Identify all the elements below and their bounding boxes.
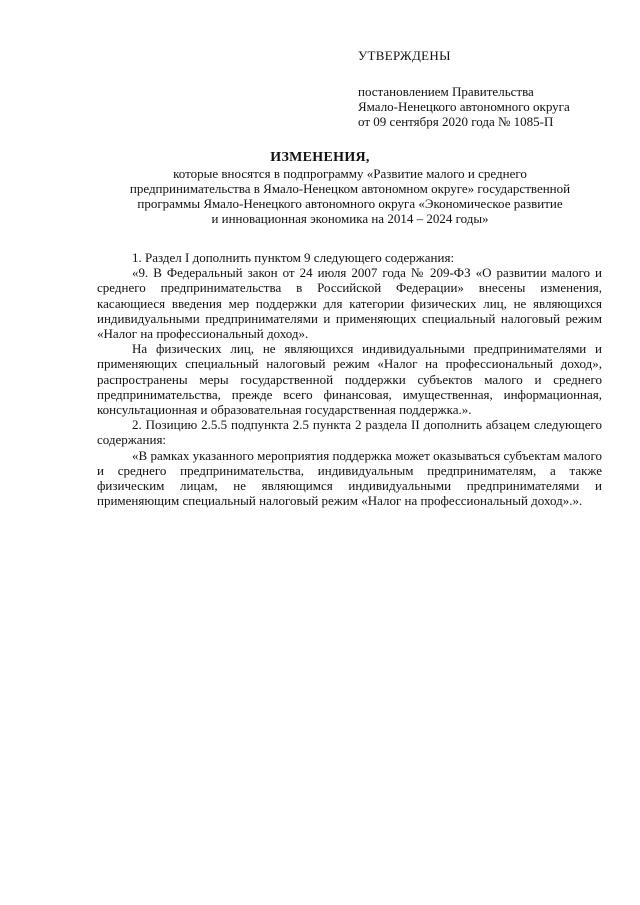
document-body [97, 250, 602, 508]
approval-line: Ямало-Ненецкого автономного округа [358, 99, 570, 114]
subtitle-line: предпринимательства в Ямало-Ненецком автономном округе» государственной [129, 181, 571, 196]
approval-line: постановлением Правительства [358, 84, 534, 99]
approval-line: от 09 сентября 2020 года № 1085-П [358, 114, 554, 129]
paragraph: «9. В Федеральный закон от 24 июля 2007 года № 209-ФЗ «О развитии малого и среднего предпринимательства в Российской Федерации» внесены изменения, касающиеся введения мер поддержки для категории физических лиц, не являющихся индивидуальными предпринимателями и применяющих специальный налоговый режим «Налог на профессиональный доход». [97, 265, 602, 342]
document-title: ИЗМЕНЕНИЯ, [270, 150, 370, 165]
subtitle-line: которые вносятся в подпрограмму «Развитие малого и среднего [173, 166, 527, 181]
subtitle-line: и инновационная экономика на 2014 – 2024 годы» [211, 211, 489, 226]
document-subtitle [90, 166, 610, 226]
paragraph: 1. Раздел I дополнить пунктом 9 следующего содержания: [132, 250, 455, 265]
approval-block [358, 48, 628, 129]
paragraph: «В рамках указанного мероприятия поддержка может оказываться субъектам малого и среднего предпринимательства, индивидуальным предпринимателям, а также физическим лицам, не являющимся индивидуальными предпринимателями и применяющим специальный налоговый режим «Налог на профессиональный доход».». [97, 447, 602, 509]
subtitle-line: программы Ямало-Ненецкого автономного округа «Экономическое развитие [137, 196, 563, 211]
approved-heading: УТВЕРЖДЕНЫ [358, 48, 451, 63]
paragraph: 2. Позицию 2.5.5 подпункта 2.5 пункта 2 раздела II дополнить абзацем следующего содержания: [97, 417, 602, 448]
paragraph: На физических лиц, не являющихся индивидуальными предпринимателями и применяющих специальный налоговый режим «Налог на профессиональный доход», распространены меры государственной поддержки субъектов малого и среднего предпринимательства, прежде всего финансовая, имущественная, информационная, консультационная и образовательная государственная поддержка.». [97, 341, 602, 418]
